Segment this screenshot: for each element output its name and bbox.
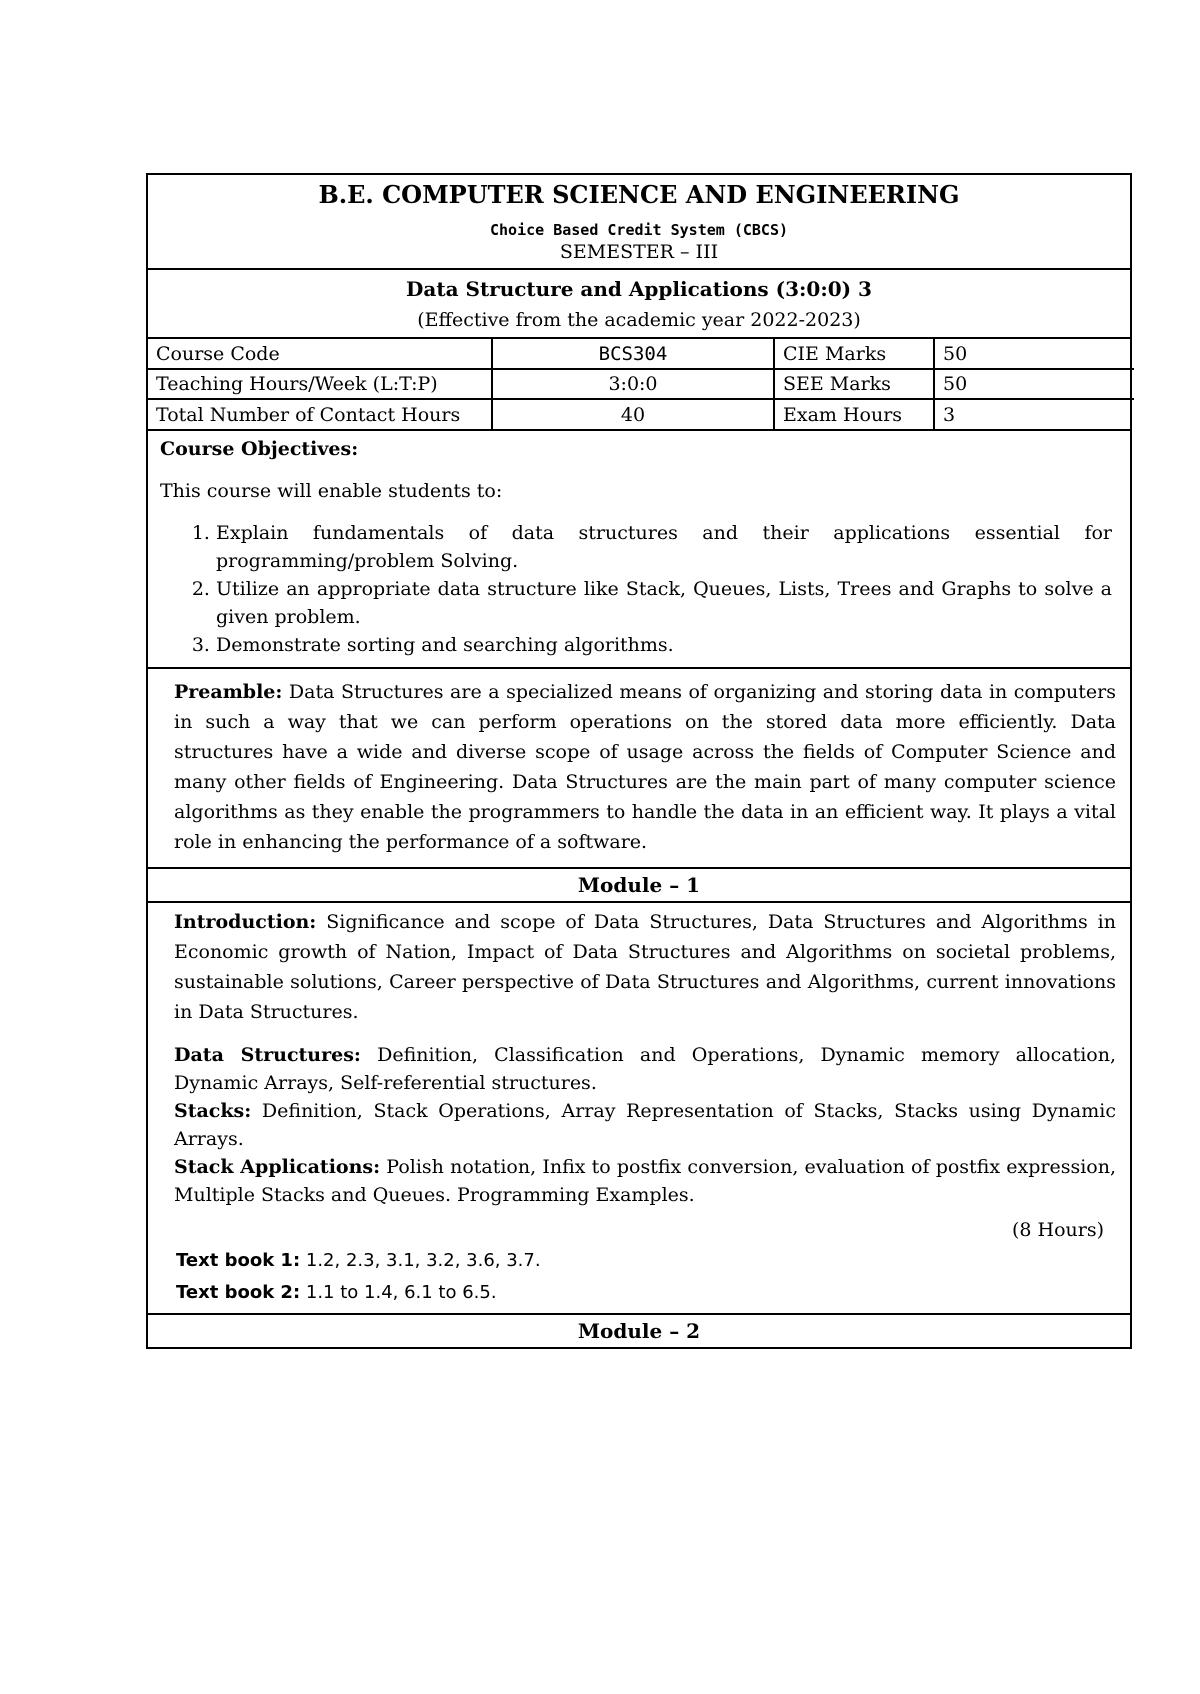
meta-label: Exam Hours xyxy=(774,399,934,429)
objectives-list xyxy=(160,519,1120,659)
meta-label: Teaching Hours/Week (L:T:P) xyxy=(148,369,492,399)
program-title: B.E. COMPUTER SCIENCE AND ENGINEERING xyxy=(318,180,960,209)
objectives-heading: Course Objectives: xyxy=(160,438,359,460)
meta-value: 50 xyxy=(934,339,1134,369)
preamble-label: Preamble: xyxy=(174,681,283,703)
introduction-label: Introduction: xyxy=(174,911,317,933)
list-item: 2. Utilize an appropriate data structure like Stack, Queues, Lists, Trees and Graphs to solve a given problem. xyxy=(216,575,1120,631)
objectives-section xyxy=(148,431,1130,669)
stack-applications-label: Stack Applications: xyxy=(174,1156,381,1178)
meta-label: Course Code xyxy=(148,339,492,369)
effective-year: (Effective from the academic year 2022-2023) xyxy=(417,309,861,331)
syllabus-table xyxy=(146,173,1132,1349)
textbook-1-label: Text book 1: xyxy=(176,1250,301,1271)
preamble-text: Data Structures are a specialized means of organizing and storing data in computers in such a way that we can perform operations on the stored data more efficiently. Data structures have a wide and diverse scope of usage across the fields of Computer Science and many other fields of Engineering. Data Structures are the main part of many computer science algorithms as they enable the programmers to handle the data in an efficient way. It plays a vital role in enhancing the performance of a software. xyxy=(174,681,1116,853)
course-meta-table xyxy=(148,339,1134,429)
stack-applications-paragraph xyxy=(174,1153,1116,1209)
stack-applications-text: Polish notation, Infix to postfix conversion, evaluation of postfix expression, Multiple Stacks and Queues. Programming Examples. xyxy=(174,1156,1116,1206)
scheme-label: Choice Based Credit System (CBCS) xyxy=(489,221,788,239)
list-item: 1. Explain fundamentals of data structures and their applications essential for programming/problem Solving. xyxy=(216,519,1120,575)
module-1-heading: Module – 1 xyxy=(148,869,1130,903)
stacks-paragraph xyxy=(174,1097,1116,1153)
course-title: Data Structure and Applications (3:0:0) 3 xyxy=(406,277,872,301)
meta-value: BCS304 xyxy=(492,339,774,369)
meta-label: SEE Marks xyxy=(774,369,934,399)
meta-value: 3:0:0 xyxy=(492,369,774,399)
introduction-text: Significance and scope of Data Structures, Data Structures and Algorithms in Economic growth of Nation, Impact of Data Structures and Algorithms on societal problems, sustainable solutions, Career perspective of Data Structures and Algorithms, current innovations in Data Structures. xyxy=(174,911,1116,1023)
module-1-content xyxy=(148,903,1130,1315)
table-row xyxy=(148,339,1134,369)
data-structures-paragraph xyxy=(174,1041,1116,1097)
preamble-section xyxy=(148,669,1130,869)
semester-label: SEMESTER – III xyxy=(559,241,719,263)
meta-label: CIE Marks xyxy=(774,339,934,369)
meta-value: 50 xyxy=(934,369,1134,399)
course-meta-section xyxy=(148,339,1130,431)
stacks-label: Stacks: xyxy=(174,1100,252,1122)
table-row xyxy=(148,369,1134,399)
textbook-2-label: Text book 2: xyxy=(176,1282,301,1303)
meta-value: 3 xyxy=(934,399,1134,429)
introduction-paragraph xyxy=(174,907,1116,1027)
module-hours: (8 Hours) xyxy=(1011,1219,1104,1241)
course-section xyxy=(148,270,1130,339)
data-structures-text: Definition, Classification and Operations, Dynamic memory allocation, Dynamic Arrays, Self-referential structures. xyxy=(174,1044,1116,1094)
textbook-2-text: 1.1 to 1.4, 6.1 to 6.5. xyxy=(300,1282,497,1303)
meta-value: 40 xyxy=(492,399,774,429)
table-row xyxy=(148,399,1134,429)
stacks-text: Definition, Stack Operations, Array Representation of Stacks, Stacks using Dynamic Arrays. xyxy=(174,1100,1116,1150)
objectives-intro: This course will enable students to: xyxy=(160,480,503,502)
list-item: 3. Demonstrate sorting and searching algorithms. xyxy=(216,631,1120,659)
textbook-1-text: 1.2, 2.3, 3.1, 3.2, 3.6, 3.7. xyxy=(300,1250,541,1271)
textbook-1-reference xyxy=(176,1245,1116,1277)
module-2-heading: Module – 2 xyxy=(577,1319,701,1343)
meta-label: Total Number of Contact Hours xyxy=(148,399,492,429)
data-structures-label: Data Structures: xyxy=(174,1044,361,1066)
title-section xyxy=(148,175,1130,270)
textbook-2-reference xyxy=(176,1277,1116,1309)
